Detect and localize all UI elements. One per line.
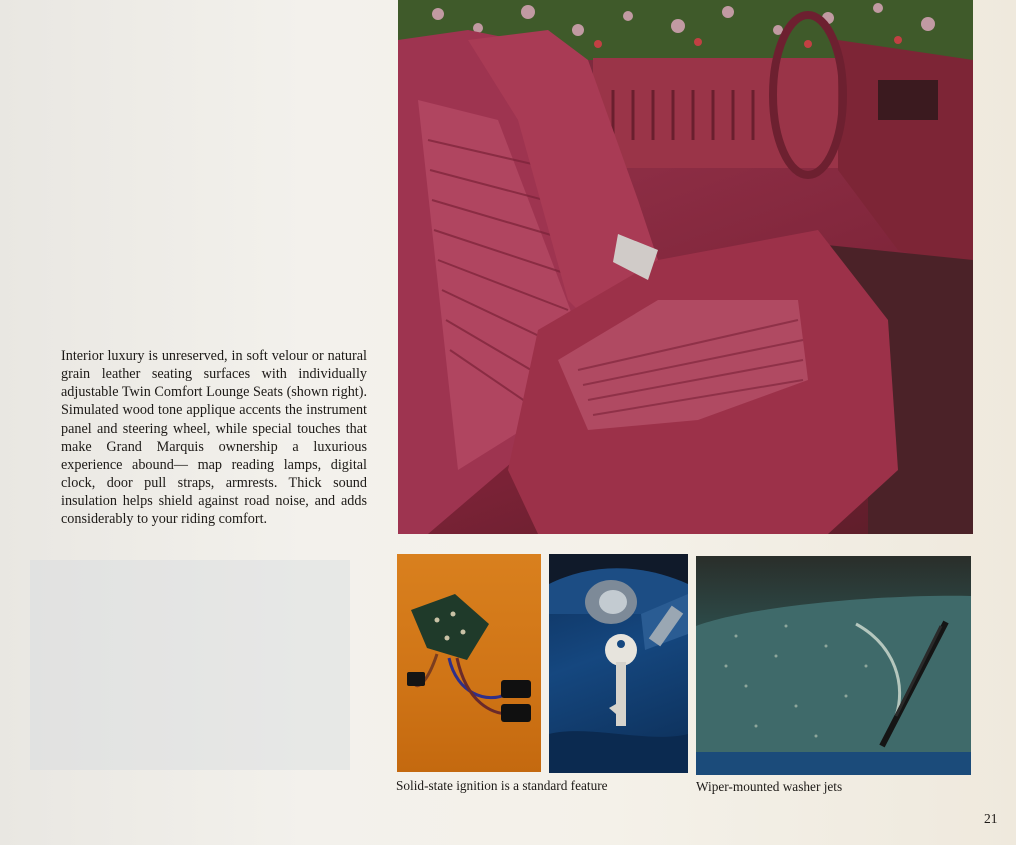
ignition-module-photo bbox=[397, 554, 541, 772]
wiper-caption: Wiper-mounted washer jets bbox=[696, 779, 843, 794]
show-through-area bbox=[30, 560, 350, 770]
ignition-key-photo bbox=[549, 554, 688, 773]
page-number: 21 bbox=[984, 811, 998, 826]
interior-seats-photo bbox=[398, 0, 973, 534]
wiper-washer-photo bbox=[696, 556, 971, 775]
body-copy: Interior luxury is unreserved, in soft velour or natural grain leather seating surfaces with individually adjustable Twin Comfort Lounge Seats (shown right). Simulated wood tone applique accents the instrument panel and steering wheel, while special touches that make Grand Marquis ownership a luxurious experience abound— map reading lamps, digital clock, door pull straps, armrests. Thick sound insulation helps shield against road noise, and adds considerably to your riding comfort. bbox=[61, 348, 367, 528]
ignition-caption: Solid-state ignition is a standard feature bbox=[396, 778, 608, 793]
